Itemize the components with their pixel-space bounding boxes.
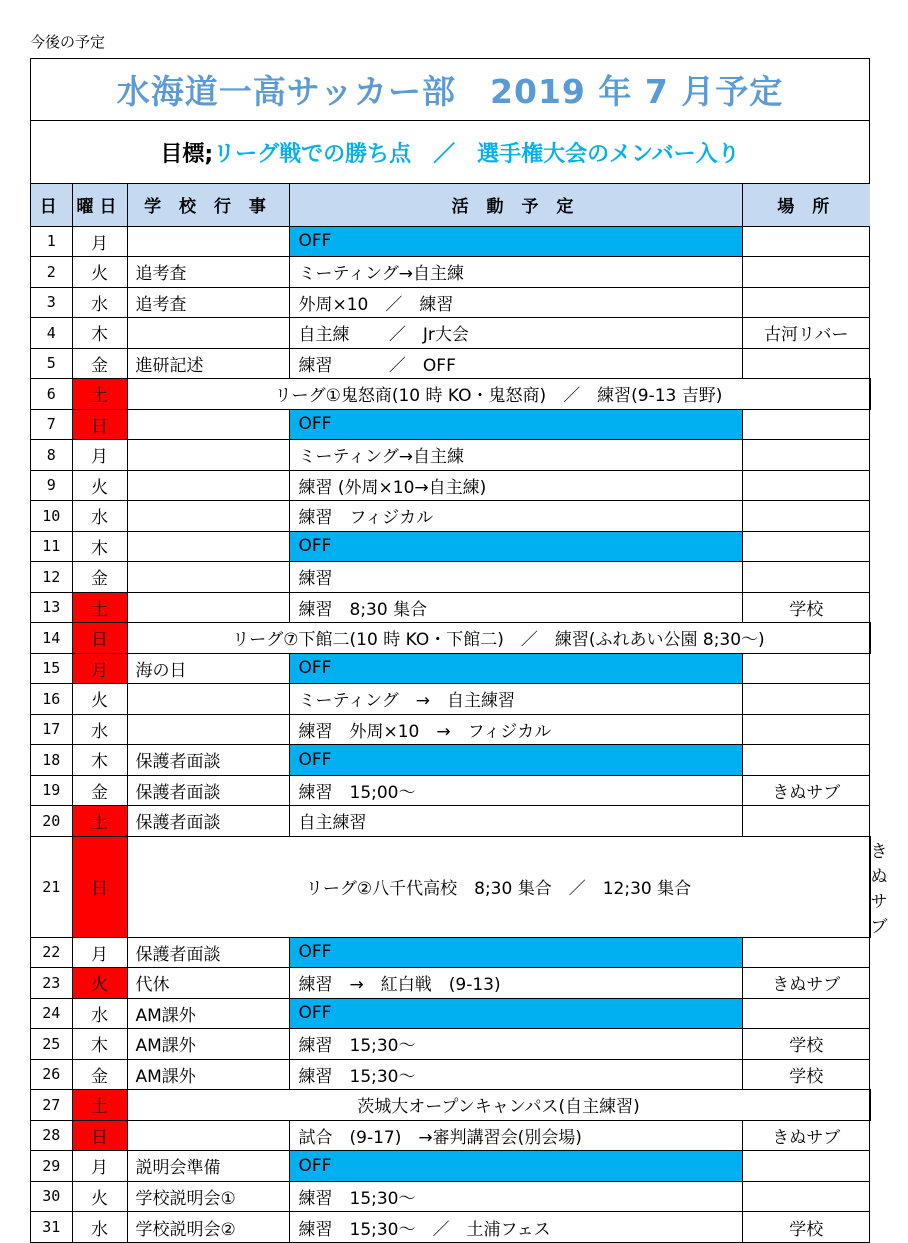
table-row: 21 日 リーグ②八千代高校 8;30 集合 ／ 12;30 集合 きぬサブ [31, 836, 870, 937]
table-row [31, 1029, 870, 1060]
day-cell: 27 [31, 1090, 72, 1121]
place-cell [742, 714, 870, 745]
day-cell: 2 [31, 257, 72, 288]
activity-cell: ミーティング→自主練 [289, 257, 742, 288]
weekday-cell: 火 [72, 1181, 127, 1212]
day-cell: 31 [31, 1212, 72, 1243]
weekday-cell: 日 [72, 1120, 127, 1151]
table-row [31, 409, 870, 440]
school-event-cell: 追考査 [127, 257, 289, 288]
table-row [31, 684, 870, 715]
weekday-cell: 月 [72, 226, 127, 257]
place-cell [742, 998, 870, 1029]
goal-line [31, 121, 869, 184]
activity-cell: 練習 外周×10 → フィジカル [289, 714, 742, 745]
day-cell: 26 [31, 1059, 72, 1090]
school-event-cell [127, 714, 289, 745]
combined-event-cell: リーグ⑦下館二(10 時 KO・下館二) ／ 練習(ふれあい公園 8;30〜) [127, 623, 870, 654]
table-row [31, 470, 870, 501]
weekday-cell: 月 [72, 1151, 127, 1182]
activity-cell: 練習 → 紅白戦 (9-13) [289, 968, 742, 999]
place-cell [742, 745, 870, 776]
day-cell: 29 [31, 1151, 72, 1182]
activity-cell: 練習 8;30 集合 [289, 592, 742, 623]
school-event-cell: 進研記述 [127, 348, 289, 379]
table-row [31, 1120, 870, 1151]
place-cell [742, 806, 870, 837]
place-cell [742, 937, 870, 968]
activity-cell: 練習 ／ OFF [289, 348, 742, 379]
weekday-cell: 月 [72, 653, 127, 684]
activity-cell: OFF [289, 409, 742, 440]
schedule-rows [31, 226, 888, 1242]
table-row [31, 440, 870, 471]
activity-cell: 試合 (9-17) →審判講習会(別会場) [289, 1120, 742, 1151]
table-row [31, 968, 870, 999]
table-row [31, 501, 870, 532]
table-row [31, 1212, 870, 1243]
day-cell: 18 [31, 745, 72, 776]
weekday-cell: 火 [72, 257, 127, 288]
school-event-cell: 学校説明会① [127, 1181, 289, 1212]
activity-cell: OFF [289, 745, 742, 776]
place-cell: きぬサブ [742, 1120, 870, 1151]
school-event-cell: 海の日 [127, 653, 289, 684]
day-cell: 20 [31, 806, 72, 837]
place-cell [742, 226, 870, 257]
table-row [31, 257, 870, 288]
day-cell: 24 [31, 998, 72, 1029]
weekday-cell: 火 [72, 684, 127, 715]
day-cell: 3 [31, 287, 72, 318]
school-event-cell [127, 318, 289, 349]
day-cell: 22 [31, 937, 72, 968]
header-event: 学 校 行 事 [127, 184, 289, 226]
day-cell: 4 [31, 318, 72, 349]
place-cell [742, 409, 870, 440]
activity-cell: 練習 15;30〜 ／ 土浦フェス [289, 1212, 742, 1243]
combined-event-cell: リーグ①鬼怒商(10 時 KO・鬼怒商) ／ 練習(9-13 吉野) [127, 379, 870, 410]
school-event-cell: 保護者面談 [127, 775, 289, 806]
school-event-cell: 保護者面談 [127, 806, 289, 837]
school-event-cell [127, 470, 289, 501]
activity-cell: 練習 15;30〜 [289, 1181, 742, 1212]
day-cell: 30 [31, 1181, 72, 1212]
table-row [31, 287, 870, 318]
school-event-cell [127, 684, 289, 715]
place-cell: 学校 [742, 1059, 870, 1090]
activity-cell: ミーティング → 自主練習 [289, 684, 742, 715]
day-cell: 11 [31, 531, 72, 562]
place-cell: 学校 [742, 1212, 870, 1243]
day-cell: 1 [31, 226, 72, 257]
activity-cell: 練習 15;30〜 [289, 1029, 742, 1060]
place-cell: 学校 [742, 1029, 870, 1060]
day-cell: 10 [31, 501, 72, 532]
weekday-cell: 日 [72, 409, 127, 440]
place-cell [742, 1181, 870, 1212]
table-row [31, 998, 870, 1029]
school-event-cell [127, 501, 289, 532]
header-dow: 曜日 [72, 184, 127, 226]
day-cell: 6 [31, 379, 72, 410]
place-cell [742, 257, 870, 288]
activity-cell: ミーティング→自主練 [289, 440, 742, 471]
table-row [31, 379, 870, 410]
goal-text: リーグ戦での勝ち点 ／ 選手権大会のメンバー入り [213, 141, 740, 167]
school-event-cell: 保護者面談 [127, 937, 289, 968]
school-event-cell [127, 1120, 289, 1151]
activity-cell: 練習 15;30〜 [289, 1059, 742, 1090]
place-cell: 学校 [742, 592, 870, 623]
table-row [31, 592, 870, 623]
table-row [31, 318, 870, 349]
combined-event-cell: リーグ②八千代高校 8;30 集合 ／ 12;30 集合 [127, 836, 870, 937]
activity-cell: OFF [289, 226, 742, 257]
weekday-cell: 金 [72, 348, 127, 379]
activity-cell: 練習 (外周×10→自主練) [289, 470, 742, 501]
place-cell [742, 684, 870, 715]
table-header-row [31, 184, 870, 226]
activity-cell: OFF [289, 998, 742, 1029]
activity-cell: 練習 15;00〜 [289, 775, 742, 806]
weekday-cell: 水 [72, 998, 127, 1029]
place-cell [742, 1151, 870, 1182]
combined-event-cell: 茨城大オープンキャンパス(自主練習) [127, 1090, 870, 1121]
header-place: 場 所 [742, 184, 870, 226]
table-row [31, 348, 870, 379]
weekday-cell: 火 [72, 470, 127, 501]
goal-label: 目標; [160, 141, 214, 167]
place-cell [742, 562, 870, 593]
table-row [31, 531, 870, 562]
weekday-cell: 金 [72, 1059, 127, 1090]
school-event-cell: AM課外 [127, 1059, 289, 1090]
table-row [31, 1151, 870, 1182]
day-cell: 17 [31, 714, 72, 745]
weekday-cell: 木 [72, 318, 127, 349]
school-event-cell [127, 592, 289, 623]
table-row [31, 714, 870, 745]
weekday-cell: 水 [72, 501, 127, 532]
header-day: 日 [31, 184, 72, 226]
day-cell: 19 [31, 775, 72, 806]
weekday-cell: 土 [72, 592, 127, 623]
table-row [31, 653, 870, 684]
weekday-cell: 水 [72, 714, 127, 745]
weekday-cell: 土 [72, 379, 127, 410]
school-event-cell [127, 531, 289, 562]
weekday-cell: 木 [72, 1029, 127, 1060]
schedule-title: 水海道一高サッカー部 2019 年 7 月予定 [31, 59, 869, 121]
activity-cell: OFF [289, 531, 742, 562]
table-row [31, 1090, 870, 1121]
activity-cell: 練習 フィジカル [289, 501, 742, 532]
place-cell: きぬサブ [742, 775, 870, 806]
day-cell: 9 [31, 470, 72, 501]
place-cell: 古河リバー [742, 318, 870, 349]
place-cell [742, 501, 870, 532]
place-cell [742, 348, 870, 379]
activity-cell: OFF [289, 1151, 742, 1182]
school-event-cell: 追考査 [127, 287, 289, 318]
school-event-cell: 代休 [127, 968, 289, 999]
day-cell: 25 [31, 1029, 72, 1060]
table-row [31, 623, 870, 654]
weekday-cell: 水 [72, 287, 127, 318]
school-event-cell: AM課外 [127, 1029, 289, 1060]
day-cell: 21 [31, 836, 72, 937]
weekday-cell: 水 [72, 1212, 127, 1243]
day-cell: 12 [31, 562, 72, 593]
weekday-cell: 火 [72, 968, 127, 999]
day-cell: 16 [31, 684, 72, 715]
place-cell [742, 287, 870, 318]
school-event-cell [127, 440, 289, 471]
weekday-cell: 土 [72, 1090, 127, 1121]
activity-cell: 練習 [289, 562, 742, 593]
weekday-cell: 金 [72, 562, 127, 593]
table-row [31, 562, 870, 593]
weekday-cell: 月 [72, 937, 127, 968]
table-row [31, 775, 870, 806]
weekday-cell: 木 [72, 745, 127, 776]
table-row [31, 1059, 870, 1090]
school-event-cell: 学校説明会② [127, 1212, 289, 1243]
table-row [31, 226, 870, 257]
schedule-sheet [30, 58, 888, 1243]
day-cell: 28 [31, 1120, 72, 1151]
day-cell: 13 [31, 592, 72, 623]
weekday-cell: 月 [72, 440, 127, 471]
place-cell [742, 653, 870, 684]
page-caption: 今後の予定 [30, 33, 106, 51]
activity-cell: 外周×10 ／ 練習 [289, 287, 742, 318]
school-event-cell: AM課外 [127, 998, 289, 1029]
day-cell: 15 [31, 653, 72, 684]
weekday-cell: 日 [72, 836, 127, 937]
school-event-cell [127, 226, 289, 257]
school-event-cell [127, 409, 289, 440]
activity-cell: OFF [289, 937, 742, 968]
school-event-cell [127, 562, 289, 593]
weekday-cell: 日 [72, 623, 127, 654]
day-cell: 7 [31, 409, 72, 440]
table-row [31, 806, 870, 837]
activity-cell: OFF [289, 653, 742, 684]
day-cell: 14 [31, 623, 72, 654]
day-cell: 23 [31, 968, 72, 999]
activity-cell: 自主練習 [289, 806, 742, 837]
school-event-cell: 保護者面談 [127, 745, 289, 776]
place-cell: きぬサブ [742, 968, 870, 999]
weekday-cell: 土 [72, 806, 127, 837]
activity-cell: 自主練 ／ Jr大会 [289, 318, 742, 349]
table-row [31, 1181, 870, 1212]
place-cell [742, 470, 870, 501]
table-row [31, 745, 870, 776]
header-activity: 活 動 予 定 [289, 184, 742, 226]
school-event-cell: 説明会準備 [127, 1151, 289, 1182]
schedule-table [31, 184, 888, 1242]
place-cell [742, 440, 870, 471]
day-cell: 5 [31, 348, 72, 379]
weekday-cell: 木 [72, 531, 127, 562]
table-row [31, 937, 870, 968]
day-cell: 8 [31, 440, 72, 471]
place-cell [742, 531, 870, 562]
weekday-cell: 金 [72, 775, 127, 806]
